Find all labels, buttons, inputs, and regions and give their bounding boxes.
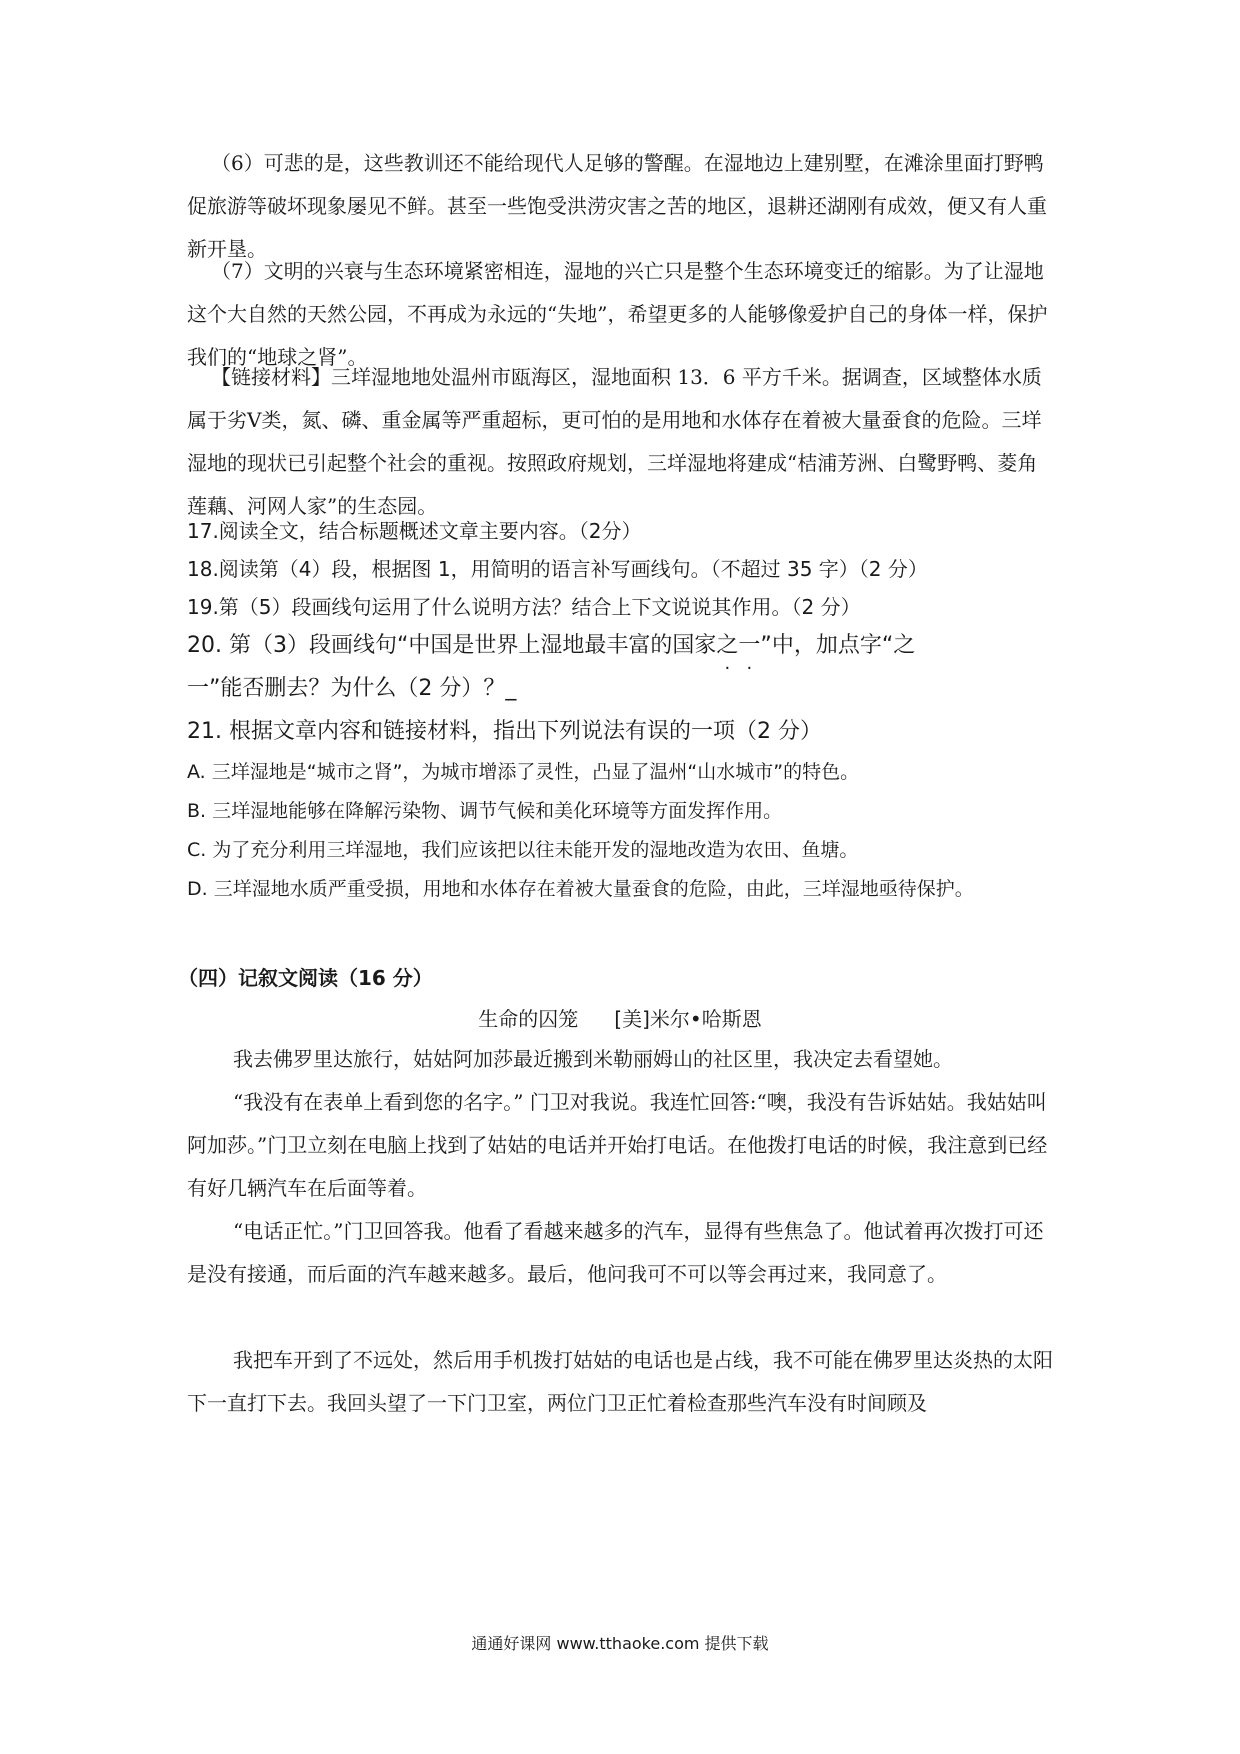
story-paragraph: 我把车开到了不远处，然后用手机拨打姑姑的电话也是占线，我不可能在佛罗里达炎热的太阳下一直打下去。我回头望了一下门卫室，两位门卫正忙着检查那些汽车没有时间顾及: [187, 1348, 1053, 1415]
option-d: D. 三垟湿地水质严重受损，用地和水体存在着被大量蚕食的危险，由此，三垟湿地亟待保护。: [187, 878, 974, 900]
story-title-line: [0, 1003, 1240, 1032]
dotted-char-yi: 一: [738, 633, 761, 658]
question-21: 21. 根据文章内容和链接材料，指出下列说法有误的一项（2 分）: [187, 719, 822, 744]
story-title: 生命的囚笼: [478, 1007, 579, 1031]
option-a: A. 三垟湿地是“城市之肾”，为城市增添了灵性，凸显了温州“山水城市”的特色。: [187, 761, 860, 783]
section-heading: （四）记叙文阅读（16 分）: [178, 966, 433, 990]
link-material: 【链接材料】三垟湿地地处温州市瓯海区，湿地面积 13．6 平方千米。据调查，区域整体水质属于劣Ⅴ类，氮、磷、重金属等严重超标，更可怕的是用地和水体存在着被大量蚕食的危险。三垟湿地的现状已引起整个社会的重视。按照政府规划，三垟湿地将建成“桔浦芳洲、白鹭野鸭、菱角莲藕、河网人家”的生态园。: [187, 365, 1042, 518]
story-paragraph: 我去佛罗里达旅行，姑姑阿加莎最近搬到米勒丽姆山的社区里，我决定去看望她。: [233, 1047, 953, 1071]
story-paragraph: “我没有在表单上看到您的名字。” 门卫对我说。我连忙回答:“噢，我没有告诉姑姑。我姑姑叫阿加莎。”门卫立刻在电脑上找到了姑姑的电话并开始打电话。在他拨打电话的时候，我注意到已经有好几辆汽车在后面等着。: [187, 1090, 1048, 1200]
question-20-part-a: 20. 第（3）段画线句“中国是世界上湿地最丰富的国家: [187, 633, 717, 658]
option-c: C. 为了充分利用三垟湿地，我们应该把以往未能开发的湿地改造为农田、鱼塘。: [187, 839, 859, 861]
story-paragraph: “电话正忙。”门卫回答我。他看了看越来越多的汽车，显得有些焦急了。他试着再次拨打可还是没有接通，而后面的汽车越来越多。最后，他问我可不可以等会再过来，我同意了。: [187, 1219, 1044, 1286]
paragraph-6: （6）可悲的是，这些教训还不能给现代人足够的警醒。在湿地边上建别墅，在滩涂里面打野鸭促旅游等破坏现象屡见不鲜。甚至一些饱受洪涝灾害之苦的地区，退耕还湖刚有成效，便又有人重新开垦。: [187, 151, 1047, 261]
question-20-part-c: 一”能否删去？为什么（2 分）？_: [187, 676, 517, 701]
option-b: B. 三垟湿地能够在降解污染物、调节气候和美化环境等方面发挥作用。: [187, 800, 783, 822]
dotted-char-zhi: 之: [716, 633, 739, 658]
question-18: 18.阅读第（4）段，根据图 1，用简明的语言补写画线句。（不超过 35 字）（2 分）: [187, 557, 928, 581]
footer-download-note: 通通好课网 www.tthaoke.com 提供下载: [471, 1634, 769, 1653]
paragraph-7: （7）文明的兴衰与生态环境紧密相连，湿地的兴亡只是整个生态环境变迁的缩影。为了让湿地这个大自然的天然公园，不再成为永远的“失地”，希望更多的人能够像爱护自己的身体一样，保护我们的“地球之肾”。: [187, 259, 1048, 369]
question-19: 19.第（5）段画线句运用了什么说明方法？结合上下文说说其作用。（2 分）: [187, 595, 861, 619]
question-20: [187, 624, 1067, 710]
question-17: 17.阅读全文，结合标题概述文章主要内容。（2分）: [187, 519, 642, 543]
question-20-part-b: ”中，加点字“之: [760, 633, 916, 658]
story-author: [美]米尔•哈斯恩: [614, 1007, 762, 1031]
